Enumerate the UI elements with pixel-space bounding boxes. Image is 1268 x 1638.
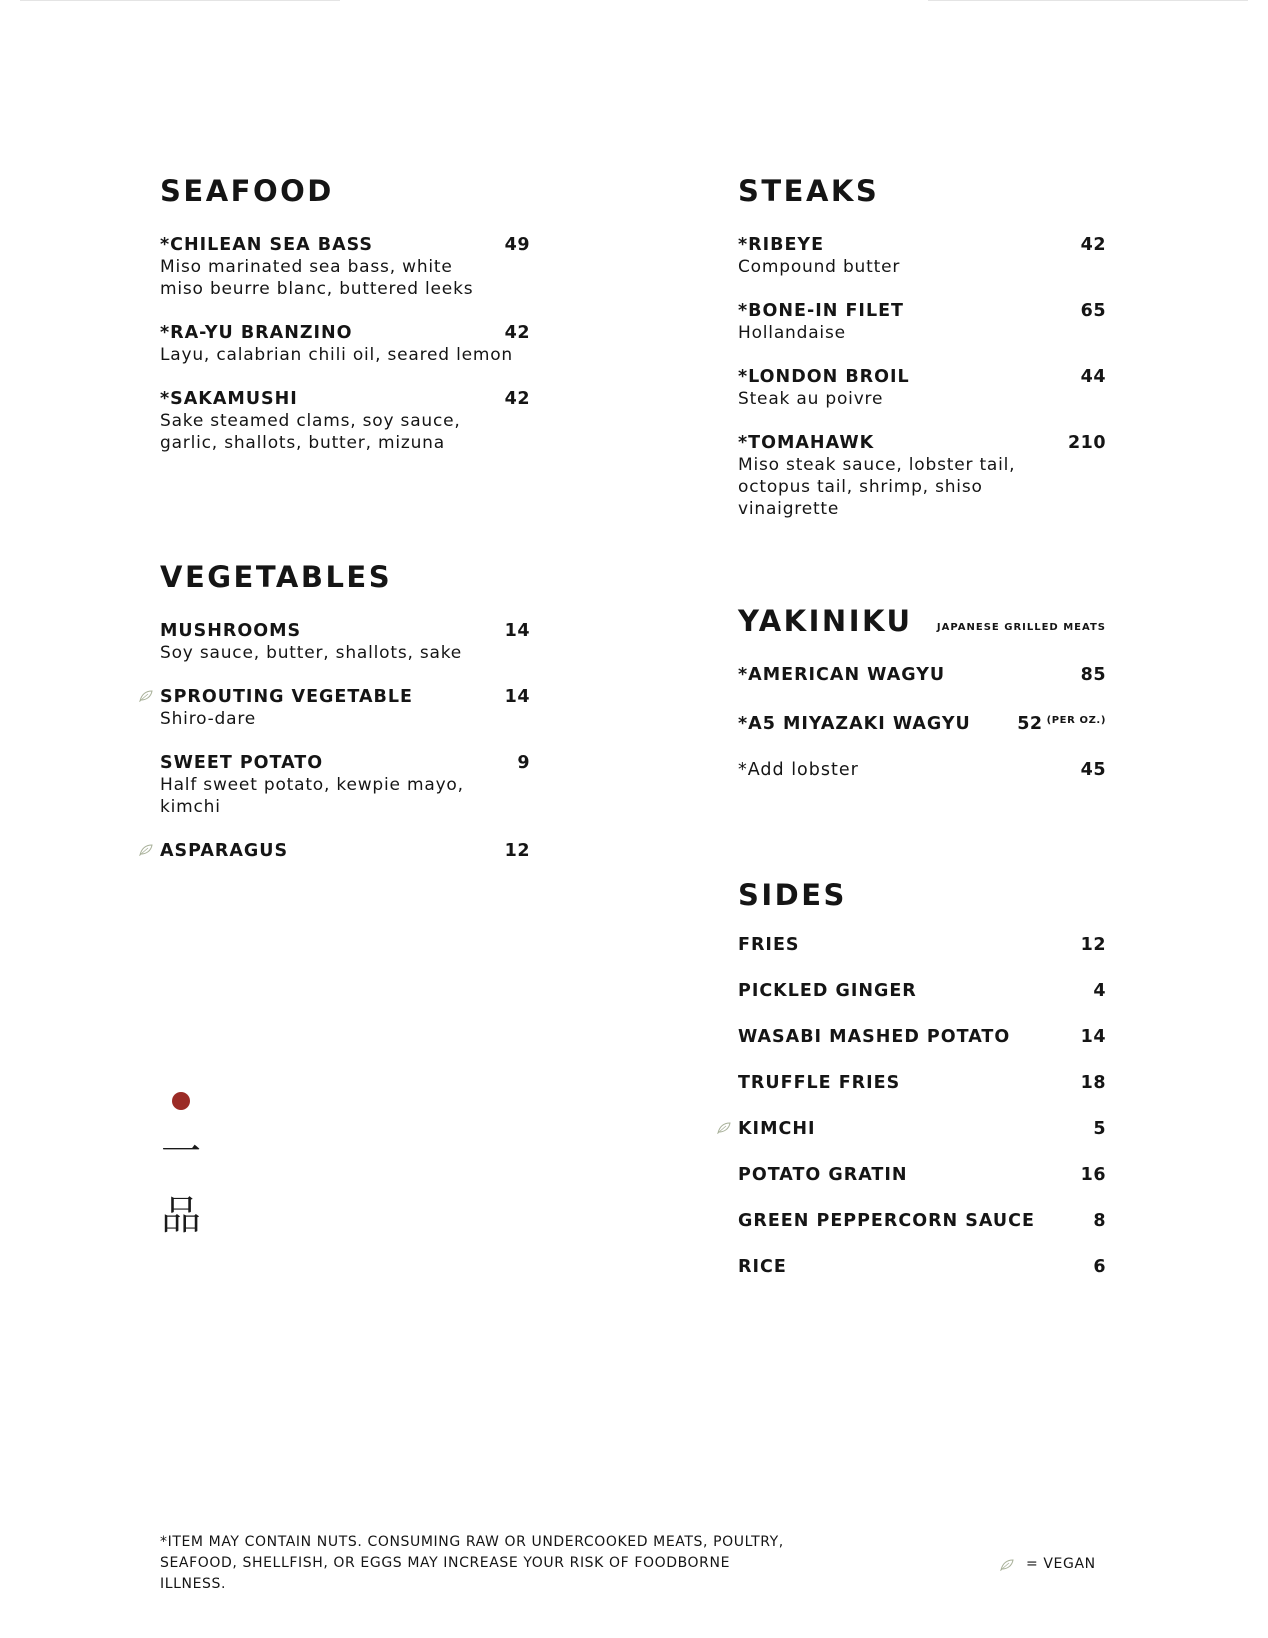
item-description: Sake steamed clams, soy sauce, garlic, shallots, butter, mizuna xyxy=(160,411,461,453)
item-description: Miso marinated sea bass, white miso beurre blanc, buttered leeks xyxy=(160,257,474,299)
item-price: 8 xyxy=(1093,1211,1106,1231)
menu-item xyxy=(738,432,1106,520)
disclaimer-line: *ITEM MAY CONTAIN NUTS. CONSUMING RAW OR UNDERCOOKED MEATS, POULTRY, xyxy=(160,1534,784,1550)
menu-item xyxy=(738,710,1106,735)
menu-item xyxy=(160,686,530,730)
section-subtitle: JAPANESE GRILLED MEATS xyxy=(936,622,1106,633)
menu-item xyxy=(738,1072,1106,1094)
leaf-icon xyxy=(717,1122,731,1134)
item-description: Soy sauce, butter, shallots, sake xyxy=(160,643,463,663)
item-description: Half sweet potato, kewpie mayo, kimchi xyxy=(160,775,464,817)
restaurant-logo xyxy=(160,1092,204,1248)
item-price: 85 xyxy=(1080,665,1106,685)
item-description: Layu, calabrian chili oil, seared lemon xyxy=(160,345,514,365)
menu-item xyxy=(160,234,530,300)
menu-item xyxy=(738,980,1106,1002)
item-price: 4 xyxy=(1093,981,1106,1001)
item-price: 14 xyxy=(1080,1027,1106,1047)
item-name: *LONDON BROIL xyxy=(738,367,910,387)
item-name: SPROUTING VEGETABLE xyxy=(160,687,413,707)
menu-item xyxy=(738,300,1106,344)
vegan-legend-label: = VEGAN xyxy=(1026,1556,1096,1572)
item-name: RICE xyxy=(738,1257,787,1277)
steaks-section xyxy=(738,174,1106,542)
item-price: 49 xyxy=(504,235,530,255)
item-description: Hollandaise xyxy=(738,323,846,343)
item-price: 14 xyxy=(504,687,530,707)
item-price: 12 xyxy=(1080,935,1106,955)
item-name: *RIBEYE xyxy=(738,235,825,255)
section-title: STEAKS xyxy=(738,174,880,208)
menu-item xyxy=(738,759,1106,781)
section-title-text: YAKINIKU xyxy=(738,604,913,638)
item-price xyxy=(1017,710,1106,735)
item-price: 6 xyxy=(1093,1257,1106,1277)
disclaimer-line: SEAFOOD, SHELLFISH, OR EGGS MAY INCREASE YOUR RISK OF FOODBORNE ILLNESS. xyxy=(160,1555,731,1592)
menu-item xyxy=(160,620,530,664)
allergy-disclaimer xyxy=(160,1532,800,1595)
item-description: Compound butter xyxy=(738,257,901,277)
item-name: POTATO GRATIN xyxy=(738,1165,908,1185)
item-price: 210 xyxy=(1067,433,1106,453)
logo-character-hin: 品 xyxy=(161,1193,201,1239)
menu-item xyxy=(738,1210,1106,1232)
menu-item xyxy=(738,1026,1106,1048)
section-title: VEGETABLES xyxy=(160,560,393,594)
item-name: MUSHROOMS xyxy=(160,621,302,641)
red-dot-icon xyxy=(172,1092,190,1110)
item-price: 44 xyxy=(1080,367,1106,387)
item-price: 14 xyxy=(504,621,530,641)
price-note: (PER OZ.) xyxy=(1046,715,1106,726)
item-name: *TOMAHAWK xyxy=(738,433,875,453)
leaf-icon xyxy=(1000,1559,1014,1571)
item-name: KIMCHI xyxy=(738,1119,816,1139)
item-price: 18 xyxy=(1080,1073,1106,1093)
item-name: *A5 MIYAZAKI WAGYU xyxy=(738,714,971,734)
item-name: FRIES xyxy=(738,935,800,955)
item-price: 16 xyxy=(1080,1165,1106,1185)
leaf-icon xyxy=(139,690,153,702)
section-title xyxy=(738,604,1106,638)
menu-item xyxy=(160,752,530,818)
top-divider-right xyxy=(928,0,1248,1)
item-price: 5 xyxy=(1093,1119,1106,1139)
section-title: SIDES xyxy=(738,878,847,912)
item-price: 65 xyxy=(1080,301,1106,321)
item-price: 45 xyxy=(1080,760,1106,780)
item-name: *BONE-IN FILET xyxy=(738,301,904,321)
sides-section xyxy=(738,878,1106,1302)
menu-item xyxy=(160,388,530,454)
item-name: *RA-YU BRANZINO xyxy=(160,323,353,343)
item-name: SWEET POTATO xyxy=(160,753,324,773)
price-value: 52 xyxy=(1017,714,1043,734)
yakiniku-section xyxy=(738,604,1106,805)
top-divider-left xyxy=(20,0,340,1)
item-description: Steak au poivre xyxy=(738,389,884,409)
menu-item xyxy=(160,322,530,366)
menu-item xyxy=(738,1164,1106,1186)
item-name: ASPARAGUS xyxy=(160,841,289,861)
seafood-section xyxy=(160,174,530,476)
item-name: PICKLED GINGER xyxy=(738,981,917,1001)
item-price: 42 xyxy=(1080,235,1106,255)
item-price: 12 xyxy=(504,841,530,861)
vegan-legend xyxy=(1000,1554,1096,1575)
menu-item xyxy=(738,1118,1106,1140)
menu-item xyxy=(738,1256,1106,1278)
item-name: GREEN PEPPERCORN SAUCE xyxy=(738,1211,1035,1231)
item-description: Miso steak sauce, lobster tail, octopus tail, shrimp, shiso vinaigrette xyxy=(738,455,1016,519)
menu-item xyxy=(160,840,530,862)
menu-item xyxy=(738,234,1106,278)
item-name: *CHILEAN SEA BASS xyxy=(160,235,374,255)
item-name: *SAKAMUSHI xyxy=(160,389,298,409)
item-name: *Add lobster xyxy=(738,760,859,780)
section-title: SEAFOOD xyxy=(160,174,334,208)
menu-item xyxy=(738,934,1106,956)
item-name: TRUFFLE FRIES xyxy=(738,1073,901,1093)
vegetables-section xyxy=(160,560,530,884)
item-name: WASABI MASHED POTATO xyxy=(738,1027,1011,1047)
item-name: *AMERICAN WAGYU xyxy=(738,665,946,685)
menu-item xyxy=(738,664,1106,686)
menu-item xyxy=(738,366,1106,410)
logo-character-ichi: 一 xyxy=(161,1129,201,1175)
item-price: 42 xyxy=(504,389,530,409)
item-description: Shiro-dare xyxy=(160,709,257,729)
item-price: 9 xyxy=(517,753,530,773)
leaf-icon xyxy=(139,844,153,856)
item-price: 42 xyxy=(504,323,530,343)
